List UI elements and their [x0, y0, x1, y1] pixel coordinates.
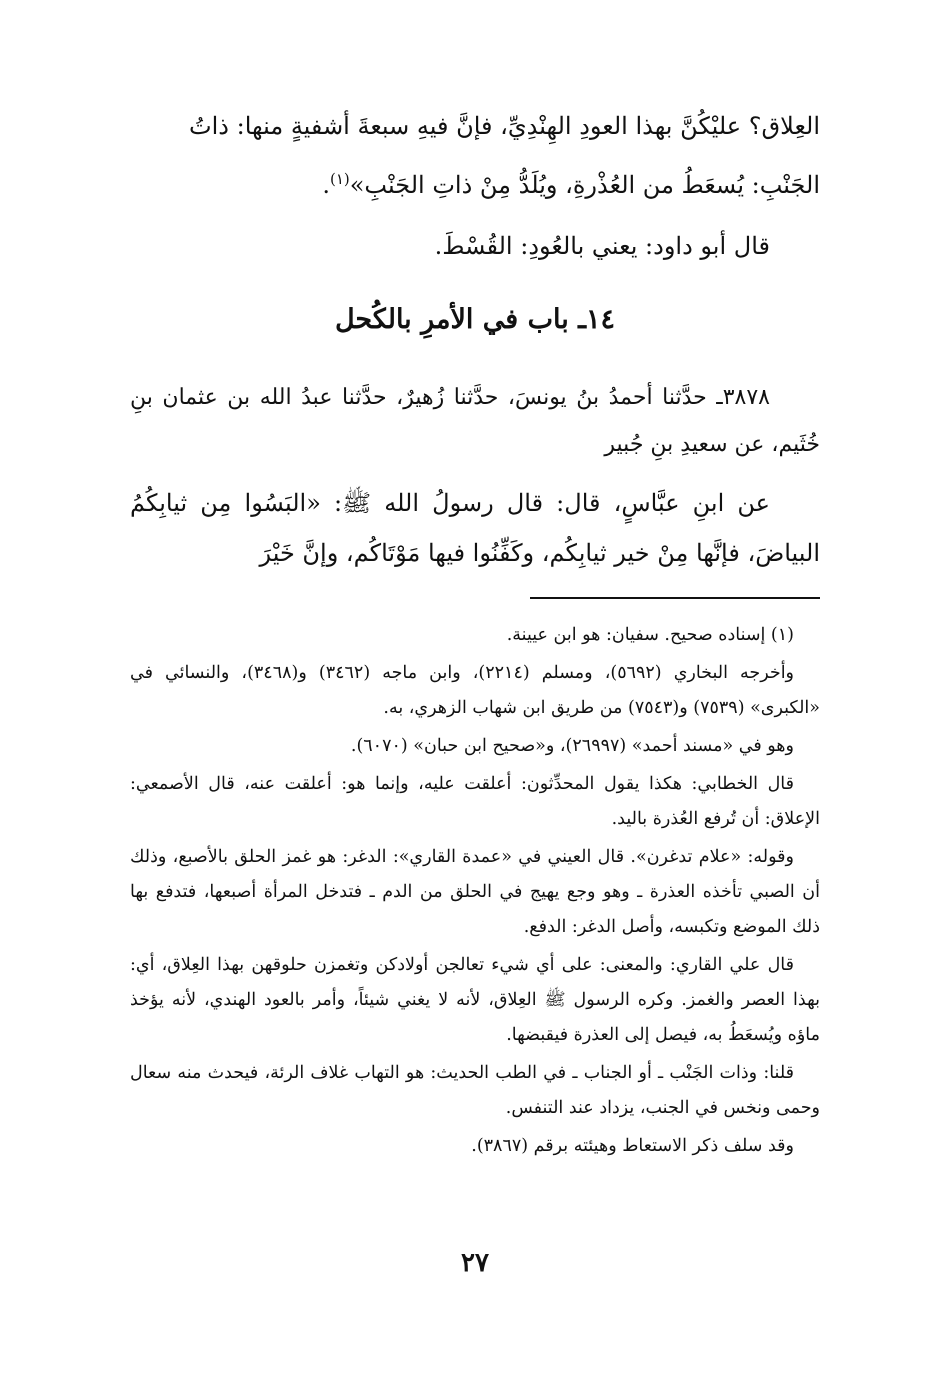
footnote-ref-1: (١): [329, 170, 350, 188]
hadith-isnad: ٣٨٧٨ـ حدَّثنا أحمدُ بنُ يونسَ، حدَّثنا زُهيرٌ، حدَّثنا عبدُ الله بن عثمان بنِ خُثَيم، عن سعيدِ بنِ جُبير: [130, 385, 820, 457]
hadith-matn-block: [130, 478, 820, 578]
hadith-matn: عن ابنِ عبَّاسٍ، قال: قال رسولُ الله ﷺ: «البَسُوا مِن ثيابِكُمُ البياضَ، فإنَّها مِنْ خير ثيابِكُم، وكَفِّنُوا فيها مَوْتَاكُم، وإنَّ خَيْرَ: [130, 489, 820, 567]
page-number: ٢٧: [461, 1248, 489, 1278]
footnote-1: (١) إسناده صحيح. سفيان: هو ابن عيينة.: [506, 625, 794, 645]
continuation-line-2: الجَنْبِ: يُسعَطُ من العُذْرةِ، ويُلَدُّ مِنْ ذاتِ الجَنْبِ»$^{(١)}$.: [322, 170, 820, 199]
footnote-7: قلنا: وذات الجَنْب ـ أو الجناب ـ في الطب الحديث: هو التهاب غلاف الرئة، فيحدث منه سعال وحمى ونخس في الجنب، يزداد عند التنفس.: [130, 1063, 820, 1118]
footnote-6: قال علي القاري: والمعنى: على أي شيء تعالجن أولادكن وتغمزن حلوقهن بهذا العِلاق، أي: بهذا العصر والغمز. وكره الرسول ﷺ العِلاق، لأنه لا يغني شيئاً، وأمر بالعود الهندي، لأنه يؤخذ ماؤه ويُسعَطُ به، فيصل إلى العذرة فيقبضها.: [130, 955, 820, 1045]
footnote-separator: [530, 597, 820, 599]
footnote-4: قال الخطابي: هكذا يقول المحدِّثون: أعلقت عليه، وإنما هو: أعلقت عنه، قال الأصمعي: الإعلاق: أن تُرفع العُذرة باليد.: [130, 774, 820, 829]
footnote-5: وقوله: «علام تدغرن». قال العيني في «عمدة القاري»: الدغر: هو غمز الحلق بالأصبع، وذلك أن الصبي تأخذه العذرة ـ وهو وجع يهيج في الحلق من الدم ـ فتدخل المرأة أصبعها، فتدفع بها ذلك الموضع وتكبسه، وأصل الدغر: الدفع.: [130, 847, 820, 937]
chapter-heading-block: [130, 304, 820, 335]
continuation-text: [130, 100, 820, 273]
chapter-heading: ١٤ـ باب في الأمرِ بالكُحل: [334, 304, 616, 335]
footnotes: [130, 618, 820, 1164]
hadith-isnad-block: [130, 374, 820, 468]
footnote-8: وقد سلف ذكر الاستعاط وهيئته برقم (٣٨٦٧).: [471, 1136, 794, 1156]
footnote-2: وأخرجه البخاري (٥٦٩٢)، ومسلم (٢٢١٤)، وابن ماجه (٣٤٦٢) و(٣٤٦٨)، والنسائي في «الكبرى» (٧٥٣٩) و(٧٥٤٣) من طريق ابن شهاب الزهري، به.: [130, 663, 820, 718]
continuation-line-1: العِلاق؟ عليْكُنَّ بهذا العودِ الهِنْدِيِّ، فإنَّ فيهِ سبعةَ أشفيةٍ منها: ذاتُ: [189, 112, 820, 140]
footnote-3: وهو في «مسند أحمد» (٢٦٩٩٧)، و«صحيح ابن حبان» (٦٠٧٠).: [350, 736, 794, 756]
abu-dawud-note: قال أبو داود: يعني بالعُودِ: القُسْطَ.: [434, 232, 770, 260]
